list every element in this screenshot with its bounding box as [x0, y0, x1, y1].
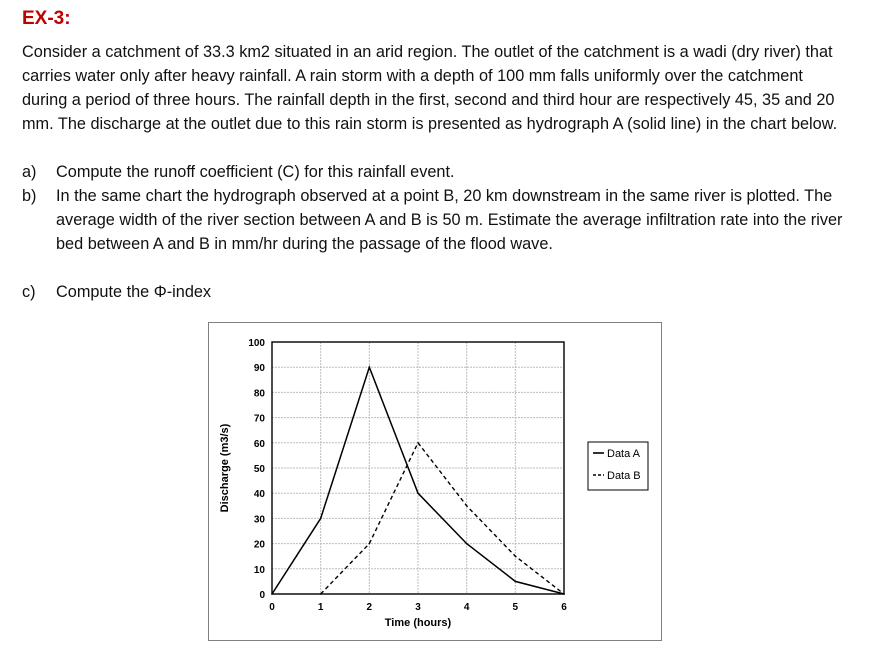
- question-b-text: In the same chart the hydrograph observed at a point B, 20 km downstream in the same river is plotted. The average width of the river section between A and B is 50 m. Estimate the average infiltration rate into the river bed between A and B in mm/hr during the passage of the flood wave.: [56, 187, 843, 253]
- y-tick-label: 60: [253, 438, 265, 450]
- data-point: [466, 505, 468, 507]
- data-point: [417, 492, 419, 494]
- question-b-marker: b): [22, 187, 37, 205]
- x-tick-label: 4: [463, 602, 470, 613]
- data-point: [515, 555, 517, 557]
- y-tick-label: 10: [253, 564, 265, 576]
- y-tick-label: 50: [253, 464, 265, 475]
- x-axis-label: Time (hours): [384, 617, 452, 629]
- question-c-marker: c): [22, 283, 36, 301]
- y-tick-label: 90: [253, 363, 265, 375]
- data-point: [466, 543, 468, 545]
- data-point: [320, 593, 322, 595]
- x-tick-label: 6: [561, 602, 567, 613]
- data-point: [563, 593, 565, 595]
- x-tick-label: 1: [317, 602, 324, 613]
- data-point: [271, 593, 273, 595]
- hydrograph-svg: [208, 322, 662, 642]
- data-point: [515, 581, 517, 583]
- y-tick-label: 100: [248, 338, 265, 349]
- legend-entry: Data B: [607, 470, 641, 482]
- question-c-text: Compute the Φ-index: [56, 283, 212, 301]
- y-tick-label: 30: [253, 514, 265, 526]
- x-tick-label: 3: [415, 602, 421, 613]
- hydrograph-chart: [208, 322, 662, 647]
- x-tick-label: 0: [269, 602, 275, 613]
- data-point: [369, 366, 371, 368]
- y-tick-label: 70: [253, 413, 265, 425]
- data-point: [417, 442, 419, 444]
- exercise-title: EX-3:: [22, 8, 71, 29]
- legend-entry: Data A: [607, 448, 641, 460]
- question-a-text: Compute the runoff coefficient (C) for this rainfall event.: [56, 163, 455, 181]
- x-tick-label: 2: [366, 602, 373, 613]
- data-point: [320, 518, 322, 520]
- question-a-marker: a): [22, 163, 37, 181]
- y-tick-label: 0: [259, 590, 265, 601]
- y-tick-label: 20: [253, 539, 265, 551]
- y-axis-label: Discharge (m3/s): [219, 423, 231, 513]
- data-point: [369, 543, 371, 545]
- x-tick-label: 5: [512, 602, 519, 613]
- y-tick-label: 40: [253, 489, 265, 501]
- exercise-intro: Consider a catchment of 33.3 km2 situated in an arid region. The outlet of the catchment is a wadi (dry river) that carries water only after heavy rainfall. A rain storm with a depth of 100 mm falls uniformly over the catchment during a period of three hours. The rainfall depth in the first, second and third hour are respectively 45, 35 and 20 mm. The discharge at the outlet due to this rain storm is presented as hydrograph A (solid line) in the chart below.: [22, 43, 838, 133]
- y-tick-label: 80: [253, 388, 265, 400]
- data-point: [296, 555, 298, 557]
